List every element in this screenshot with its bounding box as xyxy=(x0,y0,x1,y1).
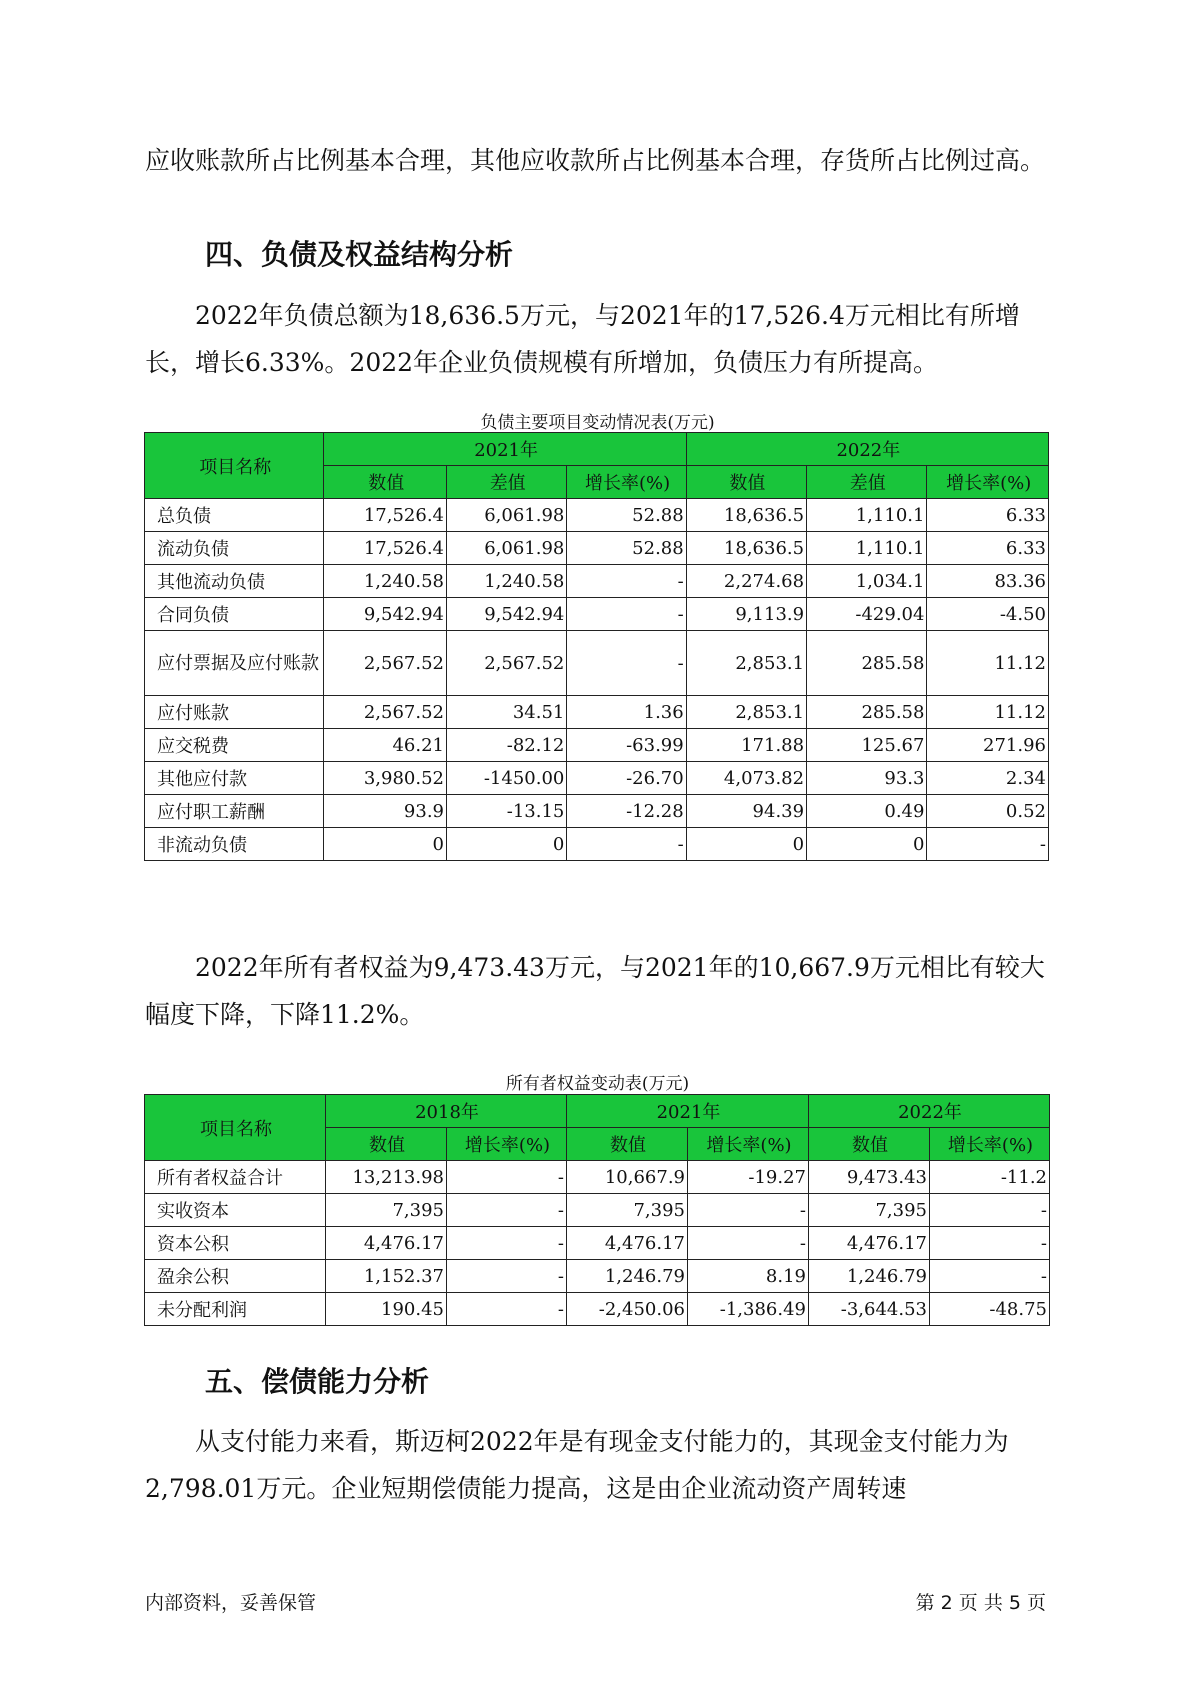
table-cell: 1,110.1 xyxy=(807,499,927,532)
table-row xyxy=(145,1293,1050,1326)
table-cell: - xyxy=(930,1260,1050,1293)
table-cell: 94.39 xyxy=(686,795,806,828)
table-cell: - xyxy=(447,1227,567,1260)
row-label: 非流动负债 xyxy=(145,828,324,861)
table-cell: 2,567.52 xyxy=(447,631,567,696)
table-cell: - xyxy=(567,565,686,598)
table-cell: -4.50 xyxy=(927,598,1049,631)
table-cell: 11.12 xyxy=(927,696,1049,729)
year-header-2021: 2021年 xyxy=(567,1095,809,1128)
table-row xyxy=(145,828,1049,861)
table-cell: 8.19 xyxy=(688,1260,809,1293)
year-header-2022: 2022年 xyxy=(686,433,1048,466)
table-cell: - xyxy=(688,1227,809,1260)
row-label: 应付账款 xyxy=(145,696,324,729)
equity-table xyxy=(144,1094,1050,1326)
subheader: 增长率(%) xyxy=(447,1128,567,1161)
subheader: 增长率(%) xyxy=(930,1128,1050,1161)
row-label: 资本公积 xyxy=(145,1227,326,1260)
subheader: 差值 xyxy=(447,466,567,499)
table1-caption: 负债主要项目变动情况表(万元) xyxy=(480,413,715,433)
subheader: 增长率(%) xyxy=(927,466,1049,499)
table-row xyxy=(145,795,1049,828)
table-row xyxy=(145,1161,1050,1194)
table-row xyxy=(145,1194,1050,1227)
table-cell: 285.58 xyxy=(807,631,927,696)
table-cell: 0 xyxy=(324,828,447,861)
row-label: 未分配利润 xyxy=(145,1293,326,1326)
subheader: 数值 xyxy=(686,466,806,499)
table-cell: 2,274.68 xyxy=(686,565,806,598)
table-cell: -429.04 xyxy=(807,598,927,631)
liabilities-table xyxy=(144,432,1049,861)
row-label: 实收资本 xyxy=(145,1194,326,1227)
table-cell: -48.75 xyxy=(930,1293,1050,1326)
table-cell: 1,240.58 xyxy=(324,565,447,598)
table-cell: 0.49 xyxy=(807,795,927,828)
row-label: 总负债 xyxy=(145,499,324,532)
table-row xyxy=(145,565,1049,598)
table-cell: -1450.00 xyxy=(447,762,567,795)
table-cell: 2.34 xyxy=(927,762,1049,795)
table-cell: 46.21 xyxy=(324,729,447,762)
table-cell: 83.36 xyxy=(927,565,1049,598)
table-cell: 34.51 xyxy=(447,696,567,729)
table-cell: 125.67 xyxy=(807,729,927,762)
table-cell: -11.2 xyxy=(930,1161,1050,1194)
table-cell: - xyxy=(927,828,1049,861)
table-cell: - xyxy=(567,828,686,861)
table-row xyxy=(145,532,1049,565)
table-cell: 17,526.4 xyxy=(324,532,447,565)
table-cell: 7,395 xyxy=(326,1194,447,1227)
table-cell: - xyxy=(930,1194,1050,1227)
row-label: 其他应付款 xyxy=(145,762,324,795)
table-cell: -2,450.06 xyxy=(567,1293,688,1326)
table-cell: 9,113.9 xyxy=(686,598,806,631)
row-label: 应付票据及应付账款 xyxy=(145,631,324,696)
row-label: 合同负债 xyxy=(145,598,324,631)
table-cell: 2,567.52 xyxy=(324,631,447,696)
table-cell: -82.12 xyxy=(447,729,567,762)
table-cell: 271.96 xyxy=(927,729,1049,762)
table-row xyxy=(145,1227,1050,1260)
table-cell: - xyxy=(447,1194,567,1227)
table-cell: 4,476.17 xyxy=(567,1227,688,1260)
table-cell: 4,476.17 xyxy=(809,1227,930,1260)
col-header-item: 项目名称 xyxy=(145,433,324,499)
table-row xyxy=(145,499,1049,532)
table-cell: 190.45 xyxy=(326,1293,447,1326)
table-cell: 9,542.94 xyxy=(324,598,447,631)
table-row xyxy=(145,598,1049,631)
table-cell: -19.27 xyxy=(688,1161,809,1194)
row-label: 流动负债 xyxy=(145,532,324,565)
section4-paragraph1: 2022年负债总额为18,636.5万元，与2021年的17,526.4万元相比有所增长，增长6.33%。2022年企业负债规模有所增加，负债压力有所提高。 xyxy=(145,301,1020,377)
table-cell: 13,213.98 xyxy=(326,1161,447,1194)
intro-paragraph: 应收账款所占比例基本合理，其他应收款所占比例基本合理，存货所占比例过高。 xyxy=(145,146,1046,175)
table-cell: 10,667.9 xyxy=(567,1161,688,1194)
table-row xyxy=(145,631,1049,696)
table-cell: 17,526.4 xyxy=(324,499,447,532)
row-label: 盈余公积 xyxy=(145,1260,326,1293)
section4-paragraph2: 2022年所有者权益为9,473.43万元，与2021年的10,667.9万元相比有较大幅度下降，下降11.2%。 xyxy=(145,953,1045,1029)
table-cell: - xyxy=(447,1260,567,1293)
section4-heading: 四、负债及权益结构分析 xyxy=(205,238,514,271)
year-header-2021: 2021年 xyxy=(324,433,686,466)
subheader: 增长率(%) xyxy=(567,466,686,499)
table-cell: 11.12 xyxy=(927,631,1049,696)
table-cell: 171.88 xyxy=(686,729,806,762)
subheader: 数值 xyxy=(324,466,447,499)
table-cell: -1,386.49 xyxy=(688,1293,809,1326)
table-cell: - xyxy=(567,598,686,631)
table-cell: 1,110.1 xyxy=(807,532,927,565)
page-number: 第 2 页 共 5 页 xyxy=(915,1592,1046,1614)
table2-caption: 所有者权益变动表(万元) xyxy=(505,1074,690,1094)
table-row xyxy=(145,696,1049,729)
table-cell: 52.88 xyxy=(567,532,686,565)
table-cell: -26.70 xyxy=(567,762,686,795)
table-cell: -3,644.53 xyxy=(809,1293,930,1326)
table-cell: 4,476.17 xyxy=(326,1227,447,1260)
table-cell: 6,061.98 xyxy=(447,532,567,565)
subheader: 数值 xyxy=(809,1128,930,1161)
year-header-2018: 2018年 xyxy=(326,1095,567,1128)
table-row xyxy=(145,762,1049,795)
table-cell: 93.3 xyxy=(807,762,927,795)
table-cell: 0.52 xyxy=(927,795,1049,828)
table-cell: 1,246.79 xyxy=(567,1260,688,1293)
table-cell: 2,853.1 xyxy=(686,696,806,729)
table-cell: 1,240.58 xyxy=(447,565,567,598)
table-cell: 4,073.82 xyxy=(686,762,806,795)
table-cell: 0 xyxy=(807,828,927,861)
table-cell: 6.33 xyxy=(927,499,1049,532)
subheader: 增长率(%) xyxy=(688,1128,809,1161)
footer-note: 内部资料，妥善保管 xyxy=(145,1592,317,1614)
table-cell: 52.88 xyxy=(567,499,686,532)
table-cell: 7,395 xyxy=(567,1194,688,1227)
subheader: 数值 xyxy=(326,1128,447,1161)
table-cell: 18,636.5 xyxy=(686,532,806,565)
row-label: 所有者权益合计 xyxy=(145,1161,326,1194)
table-cell: 1.36 xyxy=(567,696,686,729)
table-cell: - xyxy=(567,631,686,696)
table-cell: 9,473.43 xyxy=(809,1161,930,1194)
table-row xyxy=(145,729,1049,762)
table-cell: 1,034.1 xyxy=(807,565,927,598)
table-cell: 93.9 xyxy=(324,795,447,828)
table-cell: - xyxy=(930,1227,1050,1260)
table-cell: -13.15 xyxy=(447,795,567,828)
table-cell: -12.28 xyxy=(567,795,686,828)
table-cell: - xyxy=(447,1293,567,1326)
table-cell: 285.58 xyxy=(807,696,927,729)
year-header-2022: 2022年 xyxy=(809,1095,1050,1128)
table-cell: 18,636.5 xyxy=(686,499,806,532)
table-cell: 2,567.52 xyxy=(324,696,447,729)
table-row xyxy=(145,1260,1050,1293)
col-header-item: 项目名称 xyxy=(145,1095,326,1161)
table-cell: 0 xyxy=(686,828,806,861)
table-cell: -63.99 xyxy=(567,729,686,762)
subheader: 差值 xyxy=(807,466,927,499)
table-cell: 6.33 xyxy=(927,532,1049,565)
table-cell: 1,246.79 xyxy=(809,1260,930,1293)
subheader: 数值 xyxy=(567,1128,688,1161)
row-label: 其他流动负债 xyxy=(145,565,324,598)
table-cell: - xyxy=(688,1194,809,1227)
table-cell: 2,853.1 xyxy=(686,631,806,696)
table-cell: 1,152.37 xyxy=(326,1260,447,1293)
row-label: 应付职工薪酬 xyxy=(145,795,324,828)
section5-paragraph: 从支付能力来看，斯迈柯2022年是有现金支付能力的，其现金支付能力为2,798.01万元。企业短期偿债能力提高，这是由企业流动资产周转速 xyxy=(145,1427,1009,1503)
row-label: 应交税费 xyxy=(145,729,324,762)
table-cell: - xyxy=(447,1161,567,1194)
table-cell: 9,542.94 xyxy=(447,598,567,631)
table-cell: 6,061.98 xyxy=(447,499,567,532)
table-cell: 0 xyxy=(447,828,567,861)
table-cell: 3,980.52 xyxy=(324,762,447,795)
table-cell: 7,395 xyxy=(809,1194,930,1227)
section5-heading: 五、偿债能力分析 xyxy=(205,1365,430,1398)
